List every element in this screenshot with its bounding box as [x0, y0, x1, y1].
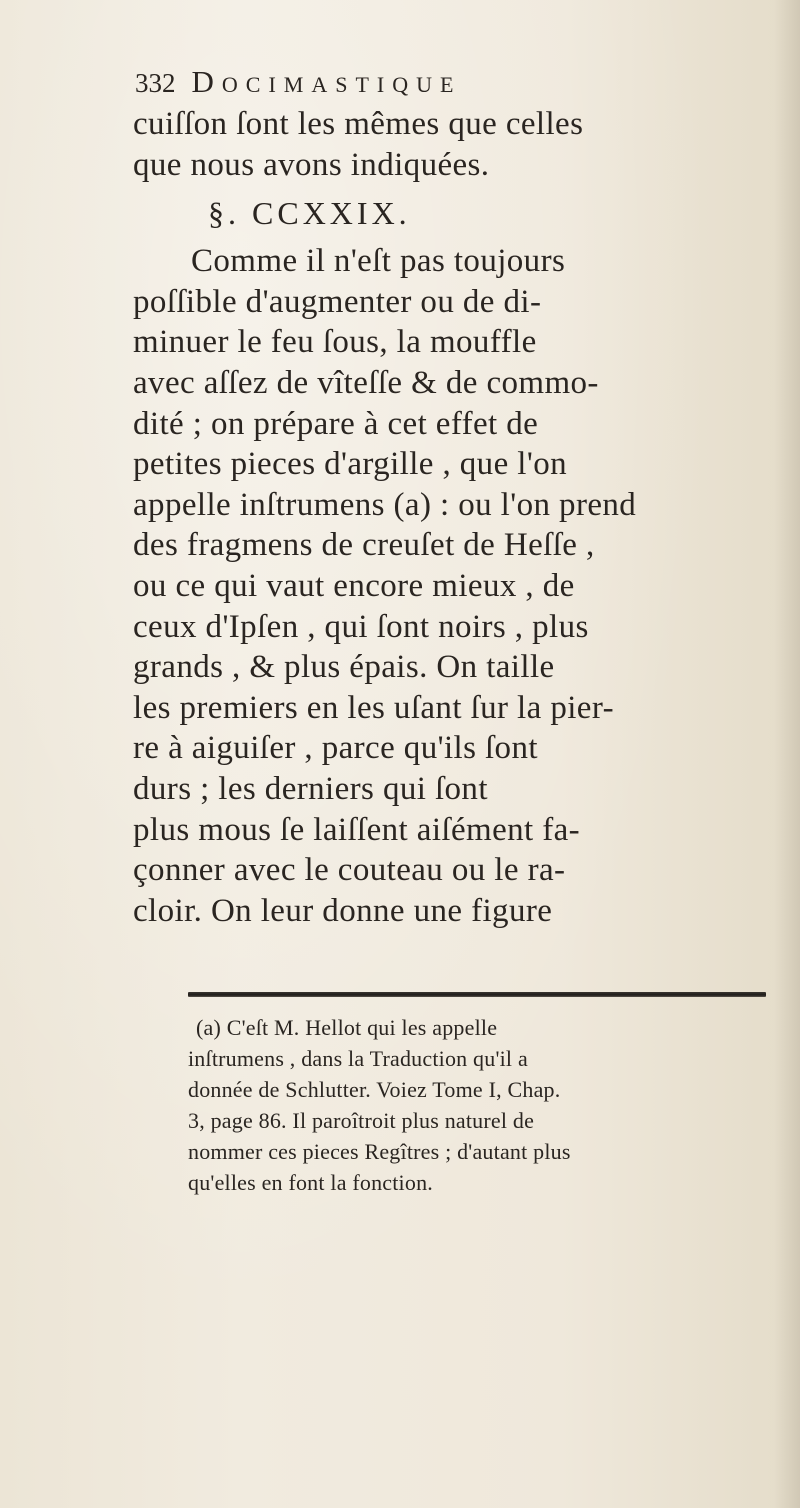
text-line: avec aſſez de vîteſſe & de commo- — [133, 364, 599, 401]
section-heading: §. CCXXIX. — [208, 195, 411, 232]
footnote-separator-rule — [188, 992, 766, 997]
text-line: ou ce qui vaut encore mieux , de — [133, 567, 575, 604]
text-line: que nous avons indiquées. — [133, 146, 490, 183]
paragraph-first-line: Comme il n'eſt pas toujours — [191, 243, 566, 280]
text-line: plus mous ſe laiſſent aiſément fa- — [133, 811, 581, 848]
page-header — [135, 64, 461, 104]
footnote-line: 3, page 86. Il paroîtroit plus naturel de — [188, 1108, 535, 1133]
footnote-line: (a) C'eſt M. Hellot qui les appelle — [196, 1015, 498, 1040]
text-line: les premiers en les uſant ſur la pier- — [133, 689, 614, 726]
text-line: minuer le feu ſous, la mouffle — [133, 324, 537, 361]
page-number: 332 — [135, 68, 176, 98]
text-line: re à aiguiſer , parce qu'ils ſont — [133, 730, 538, 767]
text-line: grands , & plus épais. On taille — [133, 649, 555, 686]
text-line: des fragmens de creuſet de Heſſe , — [133, 527, 595, 564]
text-line: durs ; les derniers qui ſont — [133, 770, 488, 807]
footnote-line: donnée de Schlutter. Voiez Tome I, Chap. — [188, 1077, 561, 1102]
footnote — [188, 1012, 778, 1198]
footnote-line: qu'elles en font la fonction. — [188, 1170, 433, 1195]
text-line: cloir. On leur donne une figure — [133, 892, 553, 929]
main-text — [133, 104, 793, 931]
text-line: petites pieces d'argille , que l'on — [133, 446, 567, 483]
footnote-line: inſtrumens , dans la Traduction qu'il a — [188, 1046, 528, 1071]
running-head: Docimastique — [191, 64, 462, 99]
text-line: poſſible d'augmenter ou de di- — [133, 283, 542, 320]
text-line: ceux d'Ipſen , qui ſont noirs , plus — [133, 608, 589, 645]
text-line: çonner avec le couteau ou le ra- — [133, 852, 566, 889]
text-line: dité ; on prépare à cet effet de — [133, 405, 539, 442]
text-line: appelle inſtrumens (a) : ou l'on prend — [133, 486, 637, 523]
footnote-line: nommer ces pieces Regîtres ; d'autant plus — [188, 1139, 571, 1164]
text-line: cuiſſon ſont les mêmes que celles — [133, 106, 584, 142]
